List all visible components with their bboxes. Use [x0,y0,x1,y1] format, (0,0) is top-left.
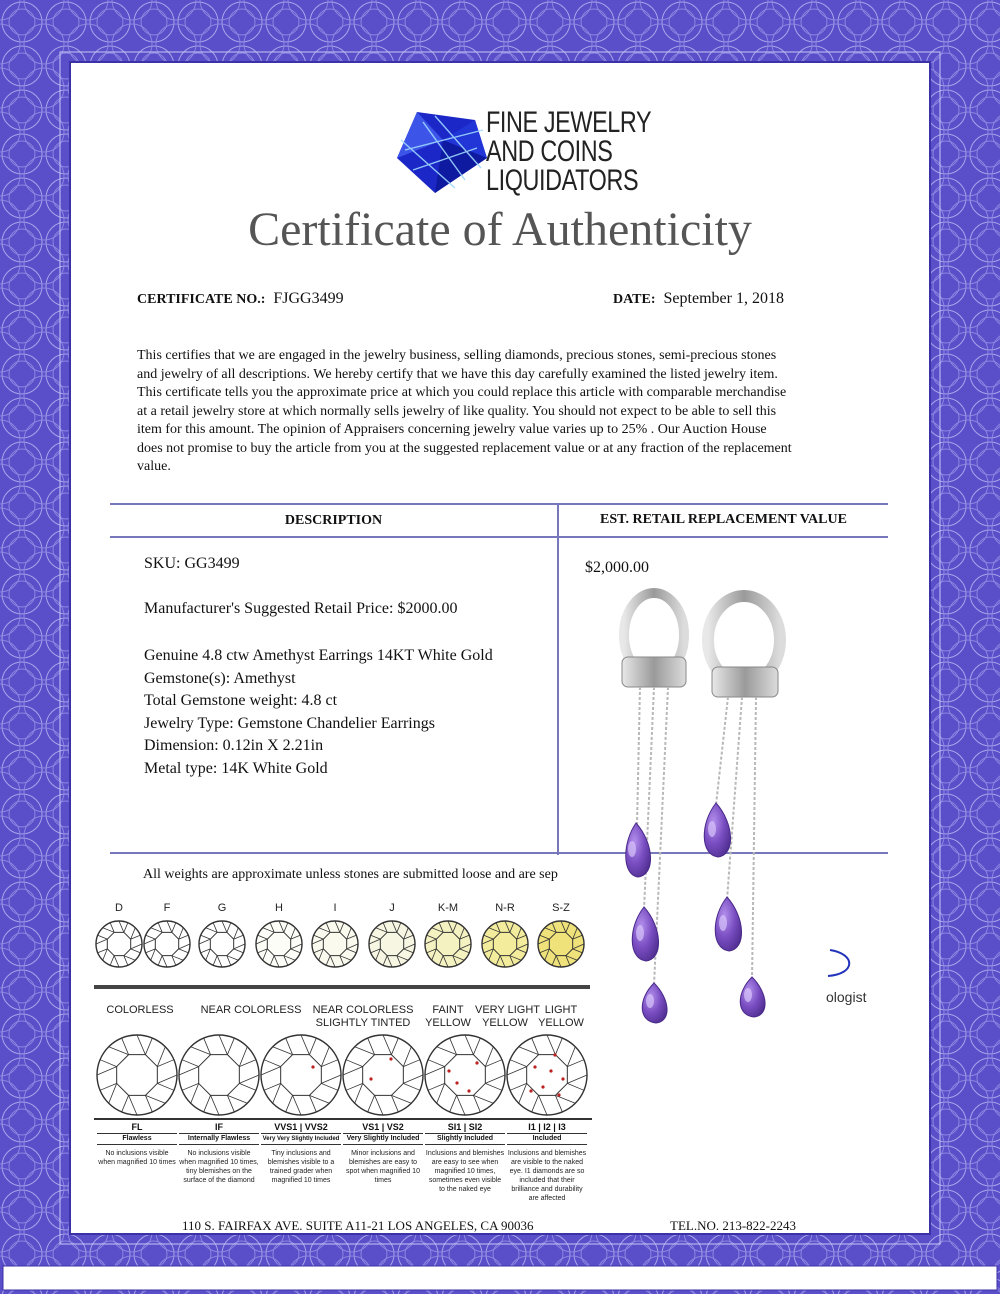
clarity-grade-code: I1 | I2 | I3 [528,1122,566,1132]
clarity-grade [261,1122,341,1185]
color-group-label: COLORLESS [106,1004,174,1016]
inclusion-mark [447,1069,450,1072]
clarity-grade [97,1122,177,1167]
brand-line-2: AND COINS [486,135,613,168]
clarity-grade-name: Very Slightly Included [343,1133,423,1145]
sku: SKU: GG3499 [144,555,240,572]
inclusion-mark [553,1053,556,1056]
clarity-grade-code: VS1 | VS2 [362,1122,404,1132]
clarity-diamond [343,1035,423,1115]
clarity-grade-code: VVS1 | VVS2 [274,1122,328,1132]
detail-gemstone: Gemstone(s): Amethyst [144,669,296,687]
clarity-grade-desc: Inclusions and blemishes are visible to the naked eye. I1 diamonds are so included that their brilliance and durability are affected [507,1150,587,1202]
clarity-grade-name: Flawless [97,1133,177,1145]
statement-line: value. [137,459,171,474]
clarity-grade-code: FL [131,1122,143,1132]
color-letter: F [163,902,171,914]
inclusion-mark [389,1057,392,1060]
date-label: DATE: [613,292,656,307]
color-letter: S-Z [552,902,570,914]
inclusion-mark [475,1061,478,1064]
clarity-diamond [261,1035,341,1115]
brand-line-1: FINE JEWELRY [486,106,652,139]
clarity-diamond [425,1035,505,1115]
clarity-grade-desc: No inclusions visible when magnified 10 times, tiny blemishes on the surface of the diamond [179,1150,259,1184]
description-header: DESCRIPTION [284,513,383,528]
msrp: Manufacturer's Suggested Retail Price: $2000.00 [144,600,458,617]
clarity-grade-name: Included [507,1133,587,1145]
date-value: September 1, 2018 [663,290,784,307]
color-group-label: NEAR COLORLESS [200,1004,302,1016]
inclusion-mark [455,1081,458,1084]
clarity-grade [343,1122,423,1185]
statement-line: does not promise to buy the article from you at the suggested replacement value or at any fraction of the replacement [137,440,792,456]
value-header: EST. RETAIL REPLACEMENT VALUE [600,512,847,527]
inclusion-mark [529,1089,532,1092]
detail-metal: Metal type: 14K White Gold [144,759,328,777]
detail-title: Genuine 4.8 ctw Amethyst Earrings 14KT White Gold [144,647,493,664]
detail-type: Jewelry Type: Gemstone Chandelier Earrings [144,714,435,732]
inclusion-mark [467,1089,470,1092]
inclusion-mark [549,1069,552,1072]
color-letter: H [275,902,283,914]
color-letter: J [389,902,395,914]
amethyst-earrings-image [592,585,852,1025]
weights-note: All weights are approximate unless stones are submitted loose and are sep [143,867,558,882]
color-letter: D [115,902,123,914]
clarity-grade-desc: Tiny inclusions and blemishes visible to a trained grader when magnified 10 times [267,1150,335,1184]
certificate-title: Certificate of Authenticity [248,203,752,256]
clarity-grade-code: IF [215,1122,223,1132]
replacement-value: $2,000.00 [585,559,649,576]
clarity-grade-name: Internally Flawless [179,1133,259,1145]
signature-fragment: ologist [826,989,867,1005]
statement-line: at a retail jewelry store at which normally sells jewelry of like quality. You should not expect to be able to sell this [137,403,777,419]
detail-weight: Total Gemstone weight: 4.8 ct [144,692,338,709]
color-group-label: NEAR COLORLESS SLIGHTLY TINTED [312,1004,414,1029]
clarity-grade-desc: Minor inclusions and blemishes are easy to spot when magnified 10 times [346,1150,420,1184]
statement-line: item for this amount. The opinion of Appraisers concerning jewelry value varies up to 25% . Our Auction House [137,422,767,437]
clarity-grade-code: SI1 | SI2 [447,1122,483,1132]
inclusion-mark [541,1085,544,1088]
clarity-grade [179,1122,259,1185]
color-letter: G [217,902,227,914]
statement-line: This certifies that we are engaged in the jewelry business, selling diamonds, precious stones, semi-precious stones [137,348,777,363]
detail-dimension: Dimension: 0.12in X 2.21in [144,737,324,754]
certificate-no-value: FJGG3499 [273,290,344,307]
clarity-diamond [179,1035,259,1115]
color-group-label: FAINT YELLOW [425,1004,471,1029]
clarity-diamond [97,1035,177,1115]
color-letter: K-M [437,902,459,914]
color-group-label: VERY LIGHT YELLOW [475,1004,541,1029]
inclusion-mark [561,1077,564,1080]
inclusion-mark [533,1065,536,1068]
inclusion-mark [369,1077,372,1080]
color-group-label: LIGHT YELLOW [538,1004,584,1029]
clarity-grade [507,1122,587,1203]
statement-line: and jewelry of all descriptions. We hereby certify that we have this day carefully examined the listed jewelry item. [137,366,778,382]
color-letter: N-R [495,902,515,914]
clarity-grade-desc: Inclusions and blemishes are easy to see when magnified 10 times, sometimes even visible to the naked eye [425,1150,505,1193]
clarity-grade-name: Very Very Slightly Included [261,1133,341,1145]
certificate-no-label: CERTIFICATE NO.: [137,292,266,307]
footer-address: 110 S. FAIRFAX AVE. SUITE A11-21 LOS ANGELES, CA 90036 [182,1218,534,1233]
clarity-grade-desc: No inclusions visible when magnified 10 times [98,1150,176,1166]
brand-line-3: LIQUIDATORS [486,164,639,197]
clarity-rule [94,1118,592,1120]
statement-line: This certificate tells you the approximate price at which you could replace this article with comparable merchandise [137,385,787,400]
footer-phone: TEL.NO. 213-822-2243 [670,1218,797,1233]
clarity-grade-name: Slightly Included [425,1133,505,1145]
clarity-diamond [507,1035,587,1115]
clarity-grade [425,1122,505,1194]
color-letter: I [333,902,337,914]
inclusion-mark [311,1065,314,1068]
inclusion-mark [557,1093,560,1096]
